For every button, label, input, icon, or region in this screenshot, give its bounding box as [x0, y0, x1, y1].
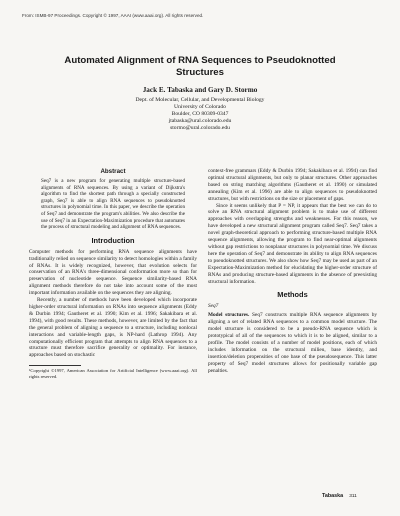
affiliation-university: University of Colorado — [174, 104, 226, 110]
intro-paragraph-1: Computer methods for performing RNA sequence alignments have traditionally relied on sequence similarity to detect homologies within a family of RNAs. It is widely recognized, however, that evolution selects for conservation of an RNA's three-dimensional conformation more so than for preservation of nucleotide sequence. Sequence similarity-based RNA alignment methods therefore do not take into account some of the most important information available on the sequences they are aligning. — [29, 248, 197, 297]
abstract-text: Seq7 is a new program for generating multiple structure-based alignments of RNA sequences. By using a variant of Dijkstra's algorithm to find the shortest path through a specially constructed graph, Seq7 is able to align RNA sequences to pseudoknotted structures in polynomial time. In this paper, we describe the operation of Seq7 and demonstrate the program's abilities. We also describe the use of Seq7 in an Expectation-Maximization procedure that automates the process of structural modeling and alignment of RNA sequences. — [41, 178, 185, 231]
introduction-heading: Introduction — [91, 235, 135, 245]
page-footer — [322, 493, 357, 499]
affiliation-dept: Dept. of Molecular, Cellular, and Developmental Biology — [135, 97, 265, 103]
right-paragraph-2: Since it seems unlikely that P = NP, it appears that the best we can do to solve an RNA structural alignment problem is to make use of different approaches with overlapping strengths and weaknesses. For this reason, we have developed a new structural alignment program called Seq7. Seq7 takes a novel graph-theoretical approach to performing structure-based multiple RNA sequence alignments, allowing the program to find near-optimal alignments without gap restrictions to nonplanar structures in polynomial time. We discuss here the operation of Seq7 and demonstrate its ability to align RNA sequences to pseudoknotted structures. We also show how Seq7 may be used as part of an Expectation-Maximization method for elucidating the higher-order structure of RNAs and producing structure-based alignments in the absence of preexisting structural information. — [208, 202, 377, 285]
authors: Jack E. Tabaska and Gary D. Stormo — [142, 86, 258, 94]
source-line: From: ISMB-97 Proceedings. Copyright © 1997, AAAI (www.aaai.org). All rights reserved. — [22, 13, 204, 18]
affiliation-address: Boulder, CO 80309-0347 — [171, 111, 229, 117]
model-structures-text: Seq7 constructs multiple RNA sequence alignments by aligning a set of related RNA sequences to a common model structure. The model structure is considered to be a pseudo-RNA sequence which is prototypical of all of the sequences to which it is to be aligned, similar to a profile. The model consists of a number of model positions, each of which includes information on the structural milieu, base identity, and insertion/deletion propensities of one base of the pseudosequence. This latter property of Seq7 model structures allows for positionally variable gap penalties. — [208, 312, 377, 374]
page-number: 311 — [349, 494, 357, 499]
paper-title: Automated Alignment of RNA Sequences to Pseudoknotted Structures — [64, 55, 336, 78]
left-column — [29, 167, 197, 379]
copyright-footnote: ¹Copyright ©1997, American Association for Artificial Intelligence (www.aaai.org). All rights reserved. — [29, 368, 197, 379]
intro-paragraph-2: Recently, a number of methods have been developed which incorporate higher-order structural information on RNAs into sequence alignments (Eddy & Durbin 1994; Gautheret et al. 1990; Kim et al. 1996; Sakakibara et al. 1994), with good results. These methods, however, are limited by the fact that the general problem of aligning a sequence to a structure, including nonlocal interactions and variable-length gaps, is NP-hard (Lathrop 1994). Any computationally efficient program that attempts to align RNA sequences to a structure must therefore sacrifice generality or optimality. For instance, approaches based on stochastic — [29, 297, 197, 359]
footnote-rule — [29, 365, 81, 366]
right-column — [208, 168, 377, 374]
right-paragraph-1: context-free grammars (Eddy & Durbin 1994; Sakakibara et al. 1994) can find optimal structural alignments, but only to planar structures. Other approaches based on string matching algorithms (Gautheret et al. 1990) or simulated annealing (Kim et al. 1996) are able to align sequences to pseudoknotted structures, but with restrictions on the size or placement of gaps. — [208, 168, 377, 202]
affiliation-email-2: stormo@ural.colorado.edu — [170, 125, 230, 131]
affiliation-block — [0, 97, 400, 132]
methods-subheading: Seq7 — [208, 303, 219, 310]
methods-paragraph-1 — [208, 312, 377, 374]
affiliation-email-1: jtabaska@ural.colorado.edu — [168, 118, 232, 124]
methods-heading: Methods — [277, 290, 308, 300]
abstract-heading: Abstract — [100, 168, 126, 175]
footer-author: Tabaska — [322, 493, 344, 499]
model-structures-label: Model structures. — [208, 312, 250, 319]
